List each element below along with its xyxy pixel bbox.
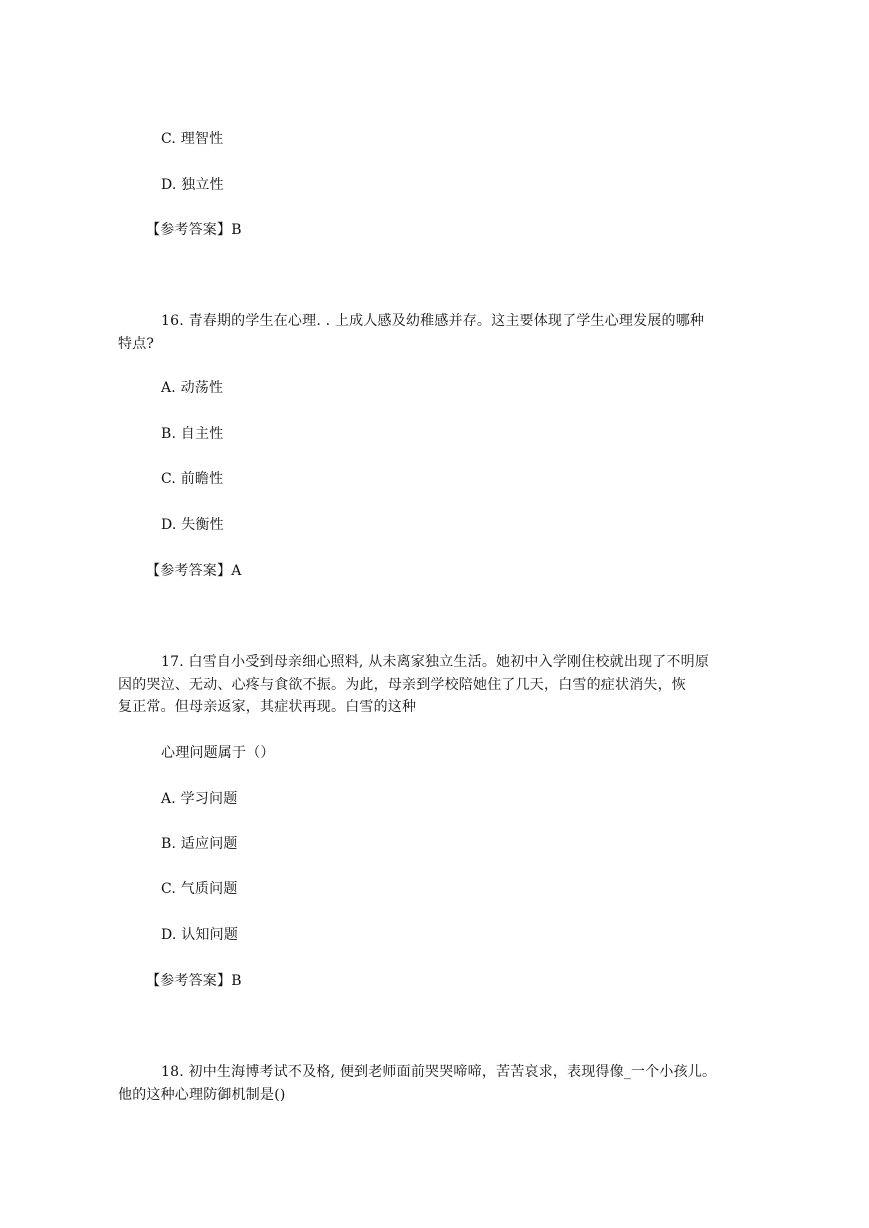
q17-option-d: D. 认知问题 xyxy=(161,927,239,943)
q16-stem-line2: 特点? xyxy=(118,336,155,352)
q18-stem-line1: 18. 初中生海博考试不及格, 便到老师面前哭哭啼啼，苦苦哀求，表现得像_一个小孩儿。 xyxy=(161,1064,717,1080)
q17-stem-line2: 因的哭泣、无动、心疼与食欲不振。为此，母亲到学校陪她住了几天，白雪的症状消失，恢 xyxy=(118,677,686,693)
q15-option-c: C. 理智性 xyxy=(161,131,224,147)
q16-stem-line1: 16. 青春期的学生在心理. . 上成人感及幼稚感并存。这主要体现了学生心理发展的哪种 xyxy=(161,313,705,329)
q16-option-c: C. 前瞻性 xyxy=(161,471,224,487)
q17-option-b: B. 适应问题 xyxy=(161,836,238,852)
q17-stem-line3: 复正常。但母亲返家，其症状再现。白雪的这种 xyxy=(118,699,417,715)
q17-stem-line4: 心理问题属于（） xyxy=(161,745,275,761)
q16-option-d: D. 失衡性 xyxy=(161,517,224,533)
q15-option-d: D. 独立性 xyxy=(161,177,224,193)
q17-option-c: C. 气质问题 xyxy=(161,881,238,897)
q16-option-b: B. 自主性 xyxy=(161,426,224,442)
q17-option-a: A. 学习问题 xyxy=(161,791,238,807)
q15-answer: 【参考答案】B xyxy=(146,222,242,238)
q16-option-a: A. 动荡性 xyxy=(161,380,224,396)
q17-stem-line1: 17. 白雪自小受到母亲细心照料, 从未离家独立生活。她初中入学刚住校就出现了不明原 xyxy=(161,654,710,670)
q17-answer: 【参考答案】B xyxy=(146,973,242,989)
q16-answer: 【参考答案】A xyxy=(146,563,242,579)
q18-stem-line2: 他的这种心理防御机制是() xyxy=(118,1087,286,1103)
